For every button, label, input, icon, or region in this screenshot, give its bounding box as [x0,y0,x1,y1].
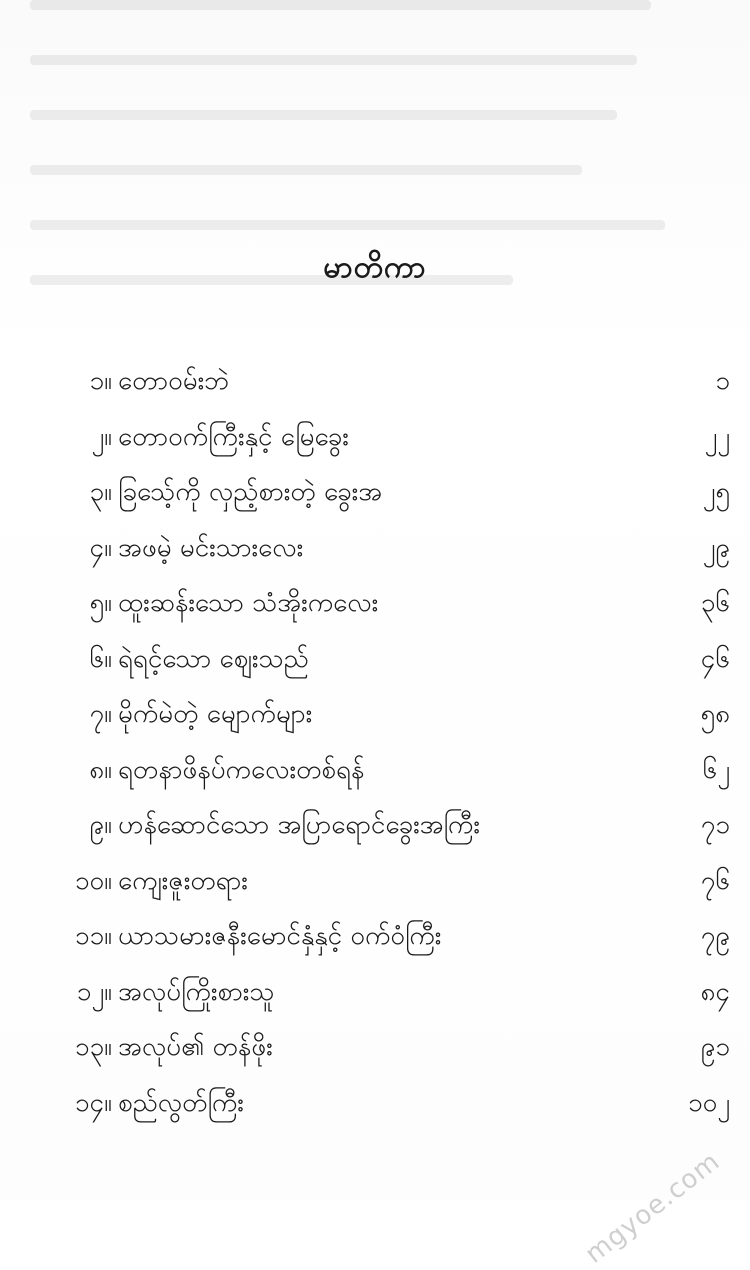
toc-entry [0,1077,750,1133]
entry-number: ၃။ [89,477,112,507]
entry-page-number: ၆၂ [702,754,730,785]
entry-number: ၁၂။ [76,976,112,1007]
entry-page-number: ၇၉ [700,921,730,951]
toc-entry [0,1021,750,1077]
toc-entry [0,411,750,467]
entry-page-number: ၇၆ [700,865,730,896]
entry-page-number: ၈၄ [700,976,730,1007]
entry-page-number: ၄၆ [700,643,730,674]
entry-page-number: ၉၁ [700,1032,730,1062]
entry-number: ၁၀။ [74,865,112,896]
entry-title: ယာသမားဇနီးမောင်နှံနှင့် ဝက်ဝံကြီး [118,921,442,951]
toc-entry [0,855,750,911]
entry-title: စည်လွတ်ကြီး [118,1087,244,1118]
entry-number: ၄။ [89,532,112,563]
entry-number: ၉။ [89,810,112,840]
entry-title: အလုပ်၏ တန်ဖိုး [118,1032,273,1062]
entry-title: ရတနာဖိနပ်ကလေးတစ်ရန် [118,754,365,785]
page-title: မာတိကာ [323,250,427,285]
entry-title: ဟန်ဆောင်သော အပြာရောင်ခွေးအကြီး [118,810,480,840]
entry-page-number: ၁ [715,366,730,396]
toc-entry [0,466,750,522]
entry-page-number: ၅၈ [700,699,730,729]
entry-number: ၁၁။ [74,921,112,951]
entry-title: အဖမဲ့ မင်းသားလေး [118,532,304,563]
entry-number: ၇။ [89,699,112,729]
entry-title: ခြသေ့်ကို လှည့်စားတဲ့ ခွေးအ [118,477,383,507]
toc-entry [0,355,750,411]
entry-number: ၁။ [89,366,112,396]
entry-number: ၁၄။ [74,1087,112,1118]
toc-entry [0,744,750,800]
entry-page-number: ၂၉ [702,532,730,563]
entry-title: ထူးဆန်းသော သံအိုးကလေး [118,588,379,618]
toc-entry [0,688,750,744]
entry-page-number: ၂၂ [704,421,730,452]
entry-title: အလုပ်ကြိုးစားသူ [118,976,275,1007]
toc-entry [0,577,750,633]
entry-page-number: ၇၁ [700,810,730,840]
entry-number: ၈။ [89,754,112,785]
entry-title: ကျေးဇူးတရား [118,865,248,896]
toc-entry [0,799,750,855]
entry-title: ရဲရင့်သော ဈေးသည် [118,643,309,674]
entry-page-number: ၂၅ [702,477,730,507]
toc-entry [0,522,750,578]
toc-entry [0,966,750,1022]
entry-number: ၅။ [89,588,112,618]
entry-number: ၁၃။ [74,1032,112,1062]
entry-number: ၂။ [91,421,112,452]
toc-entry [0,910,750,966]
watermark: mgyoe.com [579,1146,726,1270]
entry-number: ၆။ [89,643,112,674]
entry-title: မိုက်မဲတဲ့ မျောက်များ [118,699,313,729]
toc-entry [0,633,750,689]
entry-title: တောဝမ်းဘဲ [118,366,230,396]
table-of-contents [0,355,750,1132]
entry-page-number: ၁၀၂ [687,1087,730,1118]
entry-title: တောဝက်ကြီးနှင့် မြေခွေး [118,421,349,452]
entry-page-number: ၃၆ [700,588,730,618]
